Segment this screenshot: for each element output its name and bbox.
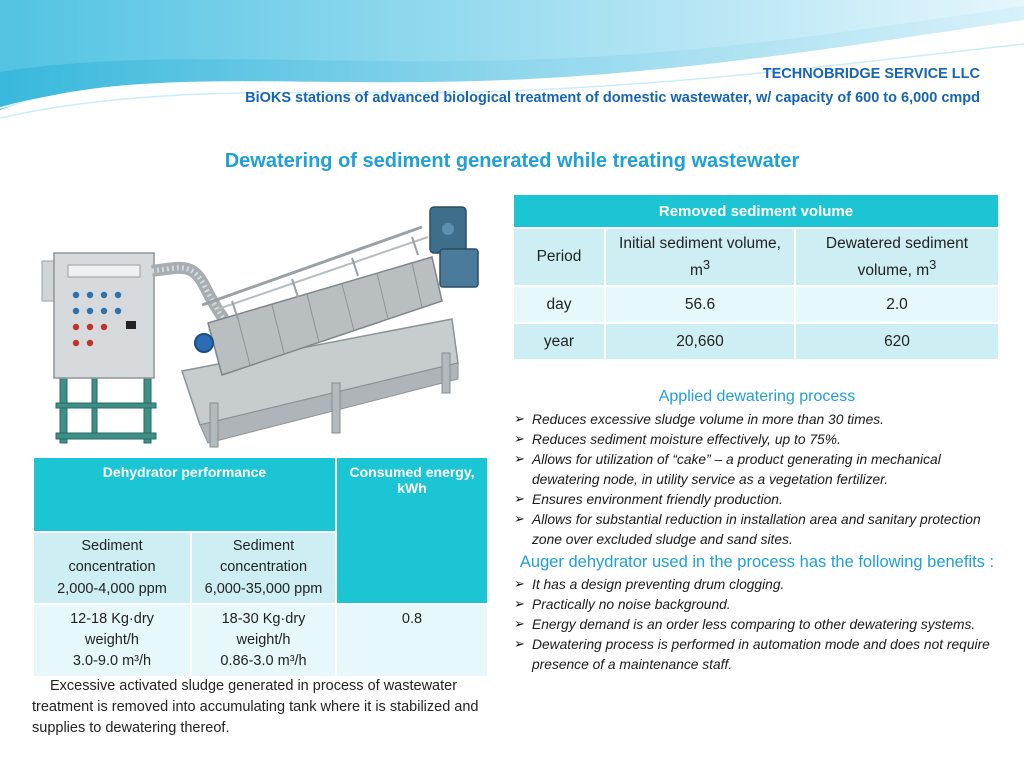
row-day-initial: 56.6 xyxy=(605,286,795,323)
table-header-row xyxy=(513,228,999,286)
arrow-bullet-icon: ➢ xyxy=(514,636,525,652)
row-day-period: day xyxy=(513,286,605,323)
benefits-title: Auger dehydrator used in the process has the following benefits : xyxy=(519,552,995,571)
list-item: ➢ Dewatering process is performed in automation mode and does not require presence of a maintenance staff. xyxy=(514,636,990,673)
val-high-concentration: 18-30 Kg·dry weight/h 0.86-3.0 m³/h xyxy=(191,604,336,677)
benefits-list xyxy=(512,575,1002,676)
list-item: ➢ Allows for utilization of “cake” – a product generating in mechanical dewatering node, in utility service as a vegetation fertilizer. xyxy=(514,450,941,488)
val-low-concentration: 12-18 Kg·dry weight/h 3.0-9.0 m³/h xyxy=(33,604,191,677)
table-row xyxy=(513,286,999,323)
val-energy: 0.8 xyxy=(336,604,488,677)
dehydrator-performance-table xyxy=(32,456,489,678)
col-high-concentration: Sediment concentration 6,000-35,000 ppm xyxy=(191,532,336,604)
table-row xyxy=(513,323,999,360)
process-list xyxy=(512,410,1002,551)
slide-title: Dewatering of sediment generated while treating wastewater xyxy=(224,150,800,172)
list-item: ➢ It has a design preventing drum clogging. xyxy=(514,575,785,592)
list-item: ➢ Practically no noise background. xyxy=(514,595,731,612)
process-title: Applied dewatering process xyxy=(658,388,856,405)
removed-sediment-table xyxy=(512,193,1000,361)
row-year-period: year xyxy=(513,323,605,360)
row-year-dewatered: 620 xyxy=(795,323,999,360)
row-year-initial: 20,660 xyxy=(605,323,795,360)
list-item: ➢ Energy demand is an order less comparing to other dewatering systems. xyxy=(514,616,976,633)
process-description xyxy=(512,386,1002,676)
col-dewatered-volume: Dewatered sediment volume, $m^3$ xyxy=(795,228,999,286)
performance-header: Dehydrator performance xyxy=(33,457,336,532)
slide-subtitle: BiOKS stations of advanced biological treatment of domestic wastewater, w/ capacity of 600 to 6,000 cmpd xyxy=(245,90,980,106)
removed-sediment-header: Removed sediment volume xyxy=(513,194,999,228)
col-initial-volume: Initial sediment volume, $m^3$ xyxy=(605,228,795,286)
list-item: ➢ Ensures environment friendly production. xyxy=(514,491,783,508)
arrow-bullet-icon: ➢ xyxy=(514,410,525,426)
arrow-bullet-icon: ➢ xyxy=(514,575,525,591)
arrow-bullet-icon: ➢ xyxy=(514,595,525,611)
arrow-bullet-icon: ➢ xyxy=(514,616,525,632)
col-low-concentration: Sediment concentration 2,000-4,000 ppm xyxy=(33,532,191,604)
table-row xyxy=(33,604,488,677)
company-name: TECHNOBRIDGE SERVICE LLC xyxy=(762,66,980,82)
row-day-dewatered: 2.0 xyxy=(795,286,999,323)
list-item: ➢ Reduces sediment moisture effectively, up to 75%. xyxy=(514,430,841,447)
arrow-bullet-icon: ➢ xyxy=(514,511,525,527)
list-item: ➢ Allows for substantial reduction in installation area and sanitary protection zone over excluded sludge and sand sites. xyxy=(514,511,981,548)
screw-dehydrator-machine-photo xyxy=(32,193,489,448)
arrow-bullet-icon: ➢ xyxy=(514,491,525,507)
sludge-note: Excessive activated sludge generated in process of wastewater treatment is removed into accumulating tank where it is stabilized and supplies to dewatering thereof. xyxy=(32,678,479,737)
list-item: ➢ Reduces excessive sludge volume in more than 30 times. xyxy=(514,410,884,427)
arrow-bullet-icon: ➢ xyxy=(514,430,525,446)
col-period: Period xyxy=(513,228,605,286)
arrow-bullet-icon: ➢ xyxy=(514,450,525,466)
energy-header: Consumed energy, kWh xyxy=(336,457,488,604)
header-wave-decoration xyxy=(0,0,1024,130)
